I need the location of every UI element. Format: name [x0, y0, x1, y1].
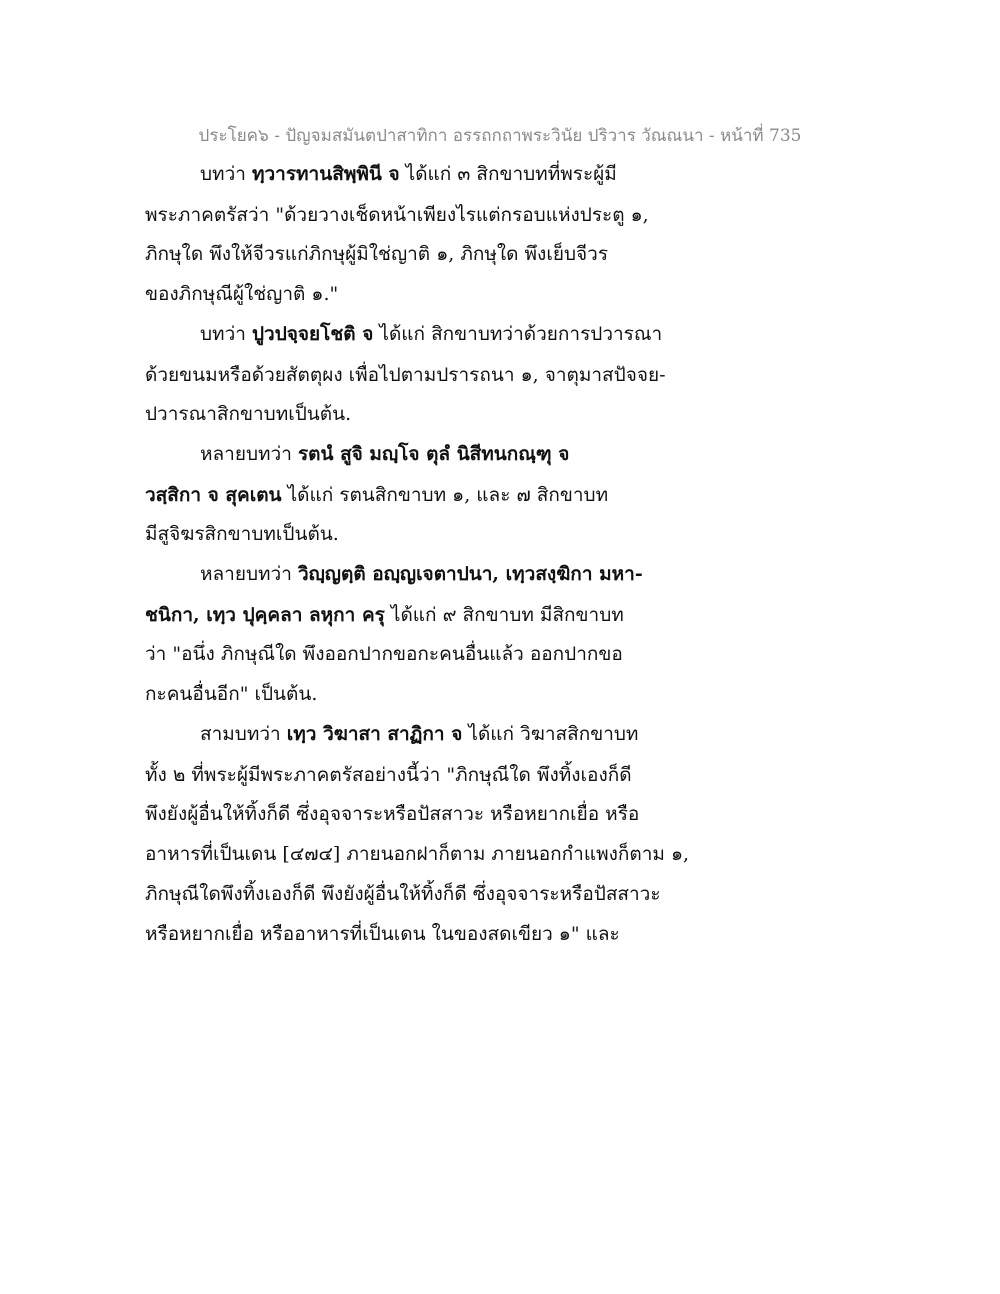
paragraph-5-line-3: พึงยังผู้อื่นให้ทิ้งก็ดี ซึ่งอุจจาระหรือปัสสาวะ หรือหยากเยื่อ หรือ	[145, 803, 640, 825]
page-header: ประโยค๖ - ปัญจมสมันตปาสาทิกา อรรถกถาพระวินัย ปริวาร วัณณนา - หน้าที่ 735	[198, 126, 802, 146]
paragraph-2-line-1	[200, 323, 662, 346]
pali-term: ปูวปจฺจยโชติ จ	[251, 323, 374, 345]
paragraph-5-line-4: อาหารที่เป็นเดน [๔๗๔] ภายนอกฝาก็ตาม ภายนอกกำแพงก็ตาม ๑,	[145, 843, 690, 865]
paragraph-4-line-3: ว่า "อนึ่ง ภิกษุณีใด พึงออกปากขอกะคนอื่นแล้ว ออกปากขอ	[145, 643, 623, 665]
paragraph-3-line-3: มีสูจิฆรสิกขาบทเป็นต้น.	[145, 523, 339, 545]
text: ได้แก่ ๙ สิกขาบท มีสิกขาบท	[384, 604, 624, 626]
paragraph-2-line-3: ปวารณาสิกขาบทเป็นต้น.	[145, 403, 352, 425]
text: หลายบทว่า	[200, 563, 298, 585]
paragraph-5-line-1	[200, 723, 638, 746]
pali-term: ทฺวารทานสิพฺพินี จ	[251, 163, 400, 185]
text: ได้แก่ ๓ สิกขาบทที่พระผู้มี	[399, 163, 617, 185]
paragraph-5-line-5: ภิกษุณีใดพึงทิ้งเองก็ดี พึงยังผู้อื่นให้ทิ้งก็ดี ซึ่งอุจจาระหรือปัสสาวะ	[145, 883, 661, 905]
paragraph-1-line-3: ภิกษุใด พึงให้จีวรแก่ภิกษุผู้มิใช่ญาติ ๑, ภิกษุใด พึงเย็บจีวร	[145, 243, 609, 265]
pali-term: วสฺสิกา จ สุคเตน	[145, 484, 282, 506]
paragraph-3-line-2	[145, 484, 608, 507]
paragraph-3-line-1	[200, 443, 569, 466]
text: สามบทว่า	[200, 723, 287, 745]
pali-term: วิญฺญตฺติ อญฺญเจตาปนา, เทฺวสงฺฆิกา มหา-	[297, 563, 643, 585]
text: ได้แก่ วิฆาสสิกขาบท	[462, 723, 639, 745]
text: บทว่า	[200, 163, 252, 185]
pali-term: ชนิกา, เทฺว ปุคฺคลา ลหุกา ครุ	[145, 604, 385, 626]
text: ได้แก่ สิกขาบทว่าด้วยการปวารณา	[373, 323, 663, 345]
paragraph-4-line-2	[145, 604, 624, 627]
paragraph-1-line-1	[200, 163, 617, 186]
paragraph-5-line-2: ทั้ง ๒ ที่พระผู้มีพระภาคตรัสอย่างนี้ว่า "ภิกษุณีใด พึงทิ้งเองก็ดี	[145, 764, 632, 786]
text: หลายบทว่า	[200, 443, 298, 465]
paragraph-4-line-4: กะคนอื่นอีก" เป็นต้น.	[145, 683, 318, 705]
paragraph-1-line-4: ของภิกษุณีผู้ใช่ญาติ ๑."	[145, 283, 339, 305]
paragraph-2-line-2: ด้วยขนมหรือด้วยสัตตุผง เพื่อไปตามปรารถนา ๑, จาตุมาสปัจจย-	[145, 364, 666, 386]
pali-term: รตนํ สูจิ มญฺโจ ตุลํ นิสีทนกณฺฑุ จ	[297, 443, 570, 465]
paragraph-1-line-2: พระภาคตรัสว่า "ด้วยวางเช็ดหน้าเพียงไรแต่กรอบแห่งประตู ๑,	[145, 204, 649, 226]
text: บทว่า	[200, 323, 252, 345]
text: ได้แก่ รตนสิกขาบท ๑, และ ๗ สิกขาบท	[281, 484, 609, 506]
paragraph-5-line-6: หรือหยากเยื่อ หรืออาหารที่เป็นเดน ในของสดเขียว ๑" และ	[145, 923, 620, 945]
paragraph-4-line-1	[200, 563, 643, 586]
pali-term: เทฺว วิฆาสา สาฏิกา จ	[286, 723, 463, 745]
